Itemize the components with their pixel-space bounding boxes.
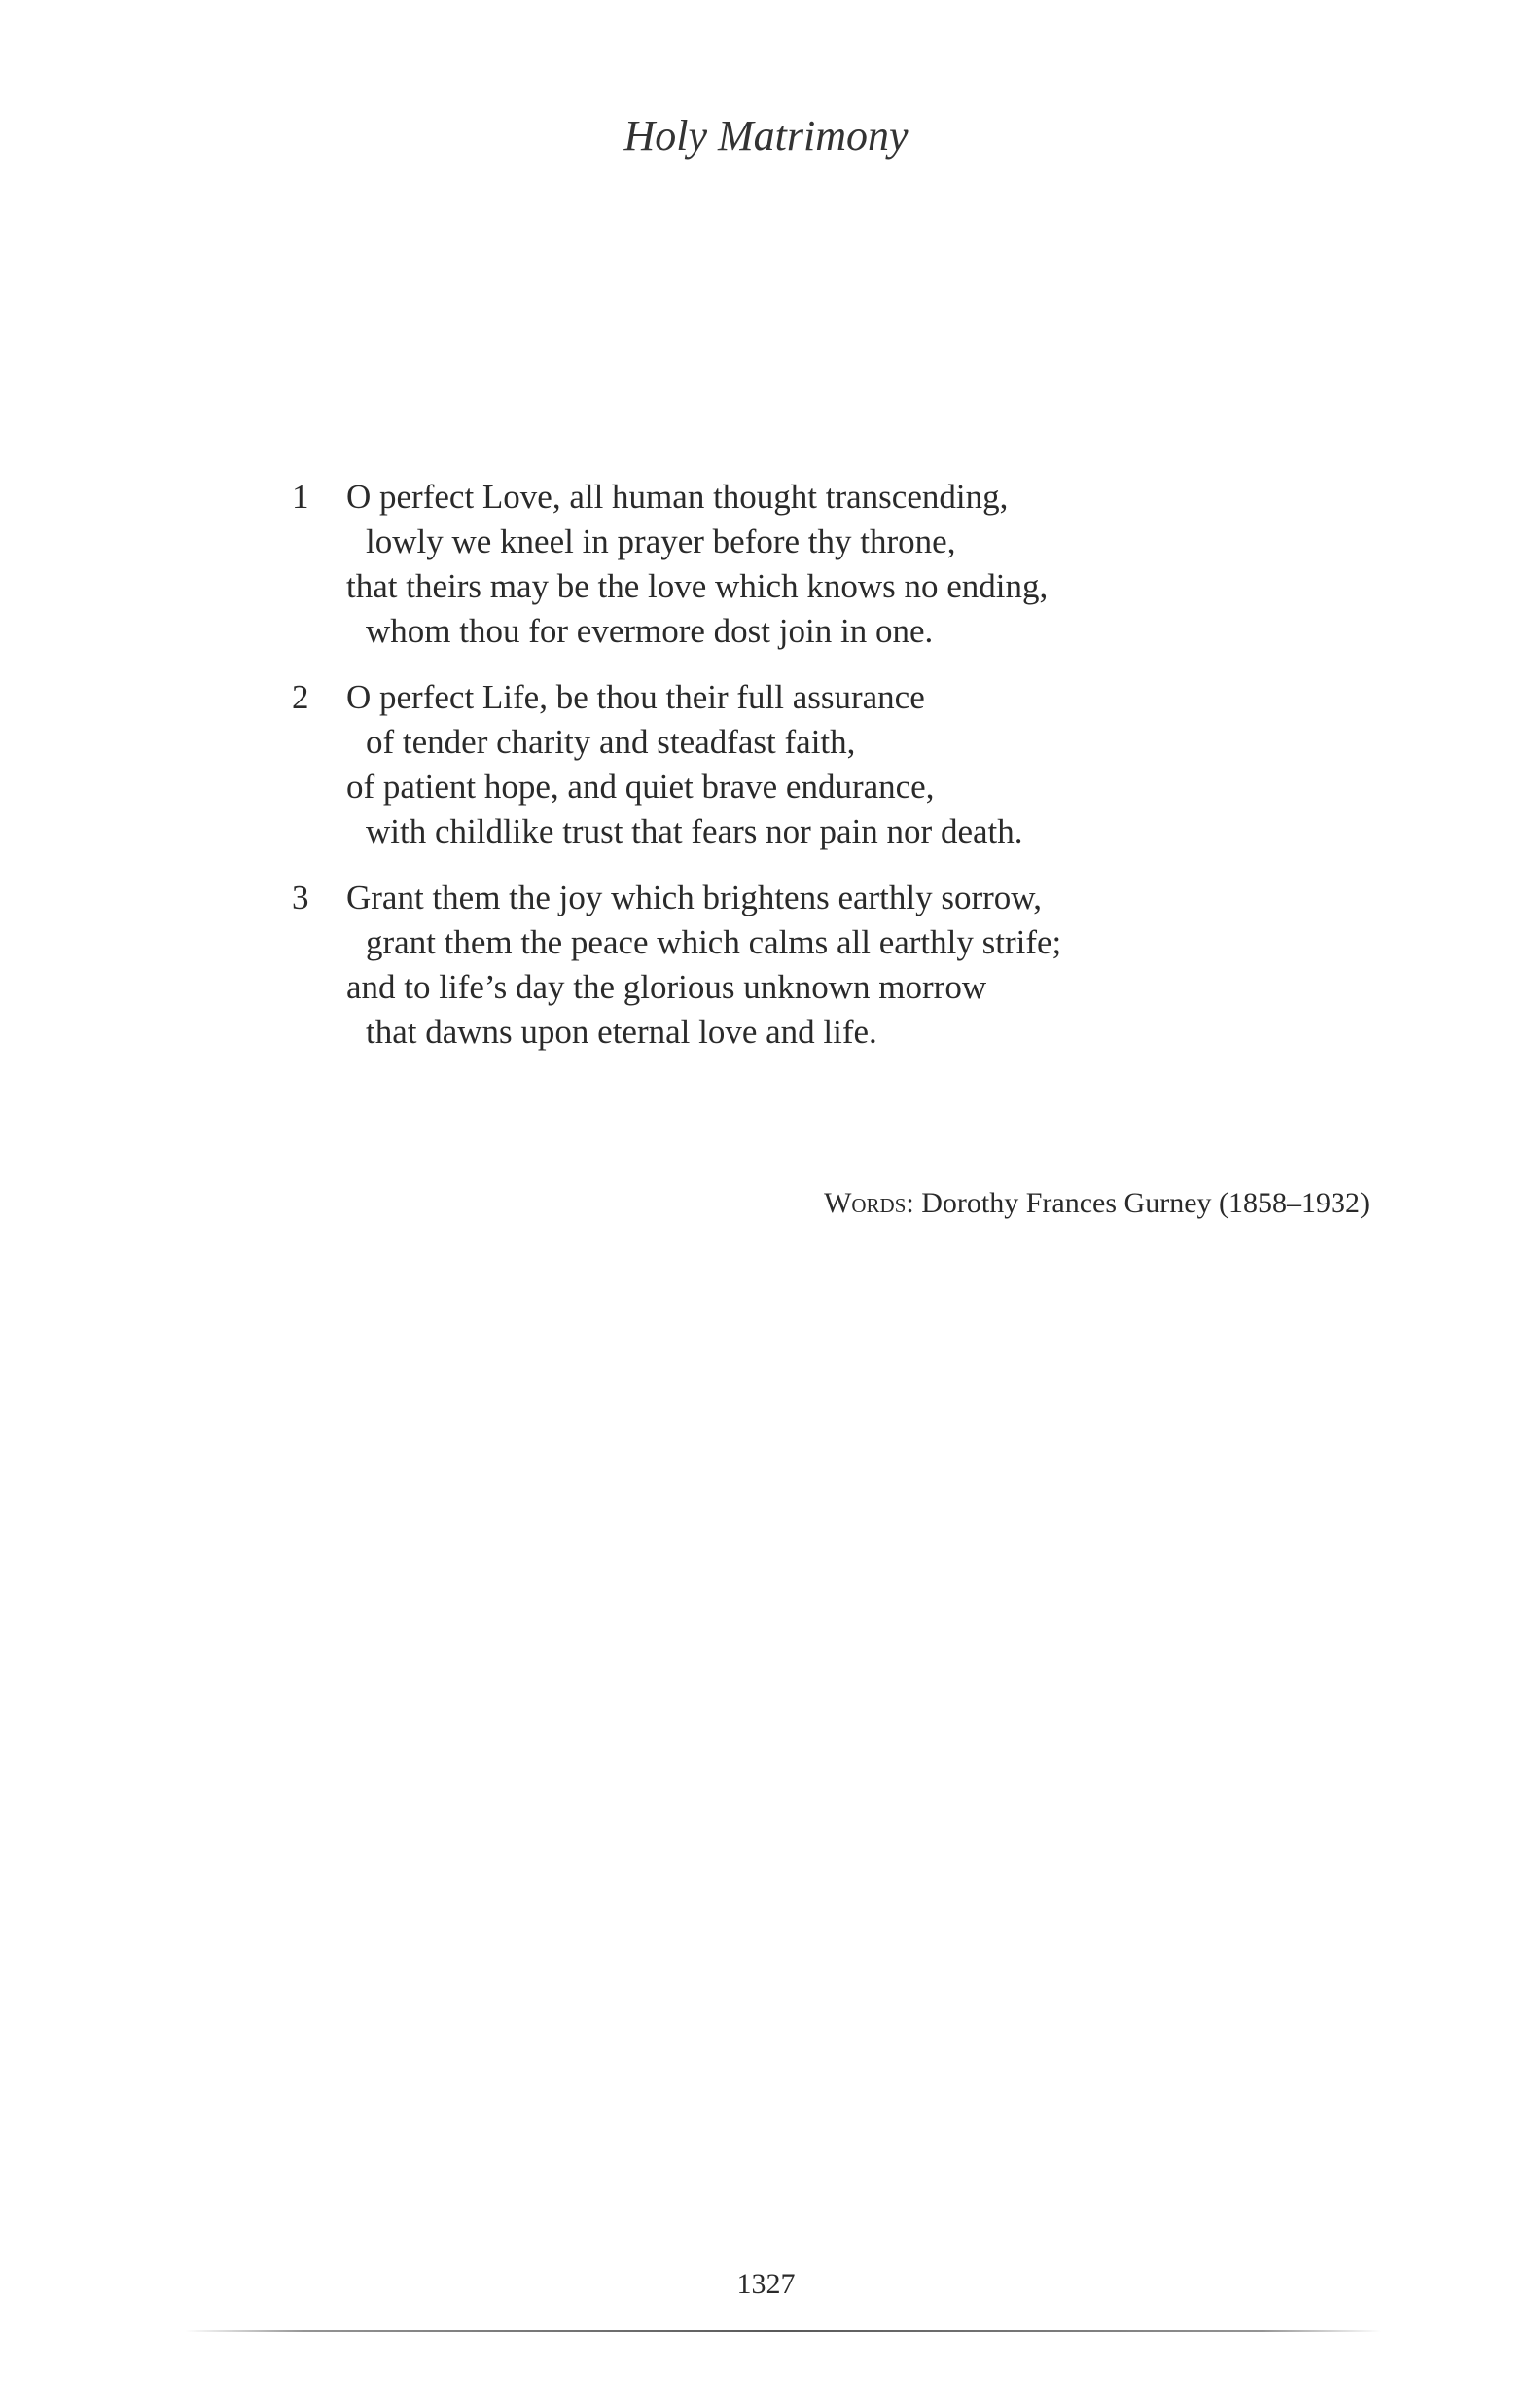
attribution-label: Words — [824, 1187, 907, 1219]
page-title: Holy Matrimony — [623, 112, 909, 160]
verse-line: Grant them the joy which brightens earthly sorrow, — [346, 879, 1043, 916]
verse-number: 3 — [292, 879, 309, 916]
verse-3 — [292, 876, 1265, 1055]
verse-lines — [346, 876, 1265, 1055]
verse-line: O perfect Life, be thou their full assurance — [346, 678, 925, 716]
verse-line: grant them the peace which calms all earthly strife; — [366, 923, 1062, 961]
page-number: 1327 — [736, 2268, 796, 2300]
verse-2 — [292, 675, 1265, 854]
verse-lines — [346, 475, 1265, 654]
attribution-author: Dorothy Frances Gurney (1858–1932) — [913, 1187, 1370, 1219]
verse-line: whom thou for evermore dost join in one. — [366, 612, 934, 650]
hymn-text — [292, 475, 1265, 1076]
verse-line: and to life’s day the glorious unknown morrow — [346, 968, 987, 1006]
verse-number: 2 — [292, 678, 309, 716]
attribution-separator: : — [906, 1187, 914, 1219]
verse-line: lowly we kneel in prayer before thy throne, — [366, 522, 956, 560]
verse-line: O perfect Love, all human thought transcending, — [346, 478, 1009, 516]
verse-line: of patient hope, and quiet brave endurance, — [346, 768, 935, 806]
verse-line: that dawns upon eternal love and life. — [366, 1013, 877, 1051]
verse-line: with childlike trust that fears nor pain nor death. — [366, 812, 1023, 850]
verse-line: that theirs may be the love which knows no ending, — [346, 567, 1049, 605]
words-attribution — [824, 1189, 1370, 1218]
verse-lines — [346, 675, 1265, 854]
verse-number: 1 — [292, 478, 309, 516]
footer-rule — [185, 2330, 1381, 2332]
verse-1 — [292, 475, 1265, 654]
verse-line: of tender charity and steadfast faith, — [366, 723, 856, 761]
